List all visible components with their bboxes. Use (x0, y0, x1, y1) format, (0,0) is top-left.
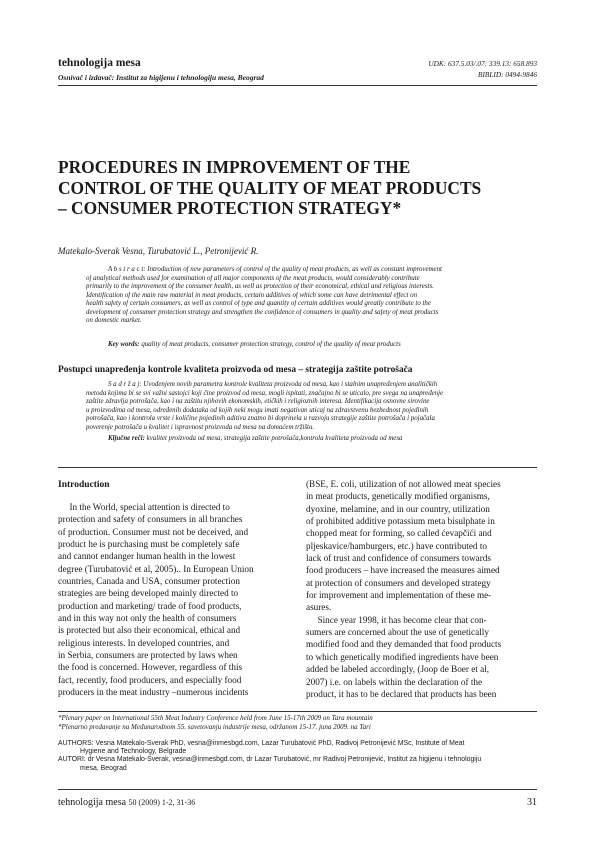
body-line: and in this way not only the health of consumers (58, 613, 237, 624)
body-line: dyoxine, melamine, and in our country, utilization (306, 503, 490, 514)
footnote: *Plenarno predavanje na Međunarodnom 55. savetovanju industrije mesa, održanom 15-17. juna 2009. na Tari (58, 722, 371, 731)
body-line: chopped meat for forming, so called ćevapčići and (306, 528, 492, 539)
body-line: in meat products, genetically modified organisms, (306, 491, 490, 502)
abstract-line: primarily to the improvement of the consumer health, as well as protection of their economical, ethical and religious interests. (86, 283, 434, 290)
body-line: pljeskavice/hamburgers, etc.) have contributed to (306, 540, 487, 551)
body-line: fact, recently, food producers, and especially food (58, 674, 242, 685)
sadrzaj-line: poverenje potrošača u kvalitet i ispravnost proizvoda od mesa na domaćem tržištu. (86, 423, 315, 431)
affiliation-line: AUTHORS: Vesna Matekalo-Sverak PhD, vesna@inmesbgd.com, Lazar Turubatović PhD, Radivoj Petronijević MSc, Institute of Meat (58, 740, 465, 747)
sadrzaj-line: zaštite zdravlja potrošača, kao i na zaštitu njihovih ekonomskih, etičkih i religioznih interesa. Identifikacija osnovne sirovine (86, 398, 430, 405)
body-line: 2007) i.e. on labels within the declaration of the (306, 676, 483, 687)
sadrzaj-line: S a d r ž a j: Uvođenjem novih parametra kontrole kvaliteta proizvoda od mesa, kao i stalnim unapređenjem analitičkih (108, 381, 438, 388)
body-line: producers in the meat industry –numerous incidents (58, 687, 249, 698)
body-line: food producers – have increased the measures aimed (306, 565, 500, 576)
paper-authors: Matekalo-Sverak Vesna, Turubatović L., Petronijević R. (58, 246, 259, 256)
body-line: for improvement and implementation of these me- (306, 590, 492, 601)
body-line: lack of trust and confidence of consumers towards (306, 553, 491, 564)
biblid-code: BIBLID: 0494-9846 (478, 70, 537, 79)
body-line: and cannot endanger human health in the lowest (58, 551, 236, 562)
body-line: the food is concerned. However, regardless of this (58, 662, 243, 673)
sadrzaj-line: u proizvodima od mesa, određenih dodataka od kojih neki mogu imati negativan uticaj na zdravstvenu bezbednost pojedinih (86, 406, 429, 414)
footer-journal: tehnologija mesa (58, 797, 127, 808)
keywords-text: kvalitet proizvoda od mesa, strategija zaštite potrošača,kontrola kvaliteta proizvoda od mesa (146, 435, 403, 442)
body-line: degree (Turubatović et al, 2005).. In European Union (58, 563, 254, 574)
footer-issue: 50 (2009) 1-2, 31-36 (128, 798, 196, 807)
body-line: sumers are concerned about the use of genetically (306, 627, 489, 638)
body-line: Since year 1998, it has become clear that con- (306, 614, 487, 625)
affiliation-line: mesa, Beograd (80, 764, 127, 772)
title-line: PROCEDURES IN IMPROVEMENT OF THE (58, 157, 411, 177)
section-heading-introduction: Introduction (58, 480, 110, 490)
keywords-label: Ključne reči: (108, 435, 145, 442)
footnote: *Plenary paper on International 55th Meat Industry Conference held from June 15-17th 2009 on Tara mountain (58, 714, 373, 722)
title-line: CONTROL OF THE QUALITY OF MEAT PRODUCTS (58, 177, 482, 198)
abstract-line: A b s t r a c t: Introduction of new parameters of control of the quality of meat products, as well as constant improvement (108, 266, 442, 273)
body-divider (58, 467, 537, 468)
body-line: (BSE, E. coli, utilization of not allowed meat species (306, 479, 501, 489)
journal-name: tehnologija mesa (58, 57, 141, 69)
body-column-right (306, 478, 538, 700)
paper-title (58, 157, 548, 219)
body-line: of production. Consumer must not be deceived, and (58, 526, 249, 537)
sadrzaj-line: potrošača, kao i kontrola vrste i količine pojedinih aditiva znatno bi doprinela u razvoju strategije zaštite potrošača i pojačala (86, 415, 435, 422)
affiliation-line: Hygiene and Technology, Belgrade (80, 748, 187, 756)
title-line: – CONSUMER PROTECTION STRATEGY* (58, 198, 402, 218)
abstract-line: of analytical methods used for examination of all major components of the meat products, would considerably contribute (86, 274, 420, 282)
publisher-line: Osnivač i izdavač: Institut za higijenu i tehnologiju mesa, Beograd (58, 73, 264, 82)
abstract-line: health safety of certain consumers, as well as control of type and quantity of certain additives would greatly contribute to the (86, 300, 431, 307)
footer-divider (58, 789, 537, 790)
body-line: asures. (306, 602, 332, 613)
abstract-line: on domestic market. (86, 317, 142, 324)
footnote-divider (58, 711, 537, 712)
abstract-line: development of consumer protection strategy and strengthen the confidence of consumers in quality and safety of meat products (86, 308, 439, 316)
footer-citation (58, 797, 195, 808)
keywords-en (108, 341, 538, 348)
udk-code: UDK: 637.5.03/.07: 339.13: 658.893 (428, 59, 537, 68)
body-line: of prohibited additive potassium meta bisulphate in (306, 516, 495, 527)
body-line: product, it has to be declared that products has been (306, 688, 497, 699)
body-line: is protected but also their economical, ethical and (58, 625, 241, 636)
body-line: religious interests. In developed countries, and (58, 637, 230, 648)
body-column-left (58, 501, 290, 699)
body-line: In the World, special attention is directed to (58, 502, 230, 512)
body-line: to which genetically modified ingredients have been (306, 651, 499, 662)
body-line: modified food and they demanded that food products (306, 639, 502, 650)
author-affiliations (58, 740, 528, 773)
footnotes (58, 714, 373, 732)
body-line: production and marketing/ trade of food products, (58, 600, 242, 611)
abstract-sr (86, 381, 536, 432)
page-number: 31 (527, 797, 537, 808)
body-line: in Serbia, consumers are protected by laws when (58, 650, 238, 661)
abstract-en (86, 266, 536, 326)
body-line: product he is purchasing must be completely safe (58, 539, 240, 550)
body-line: protection and safety of consumers in all branches (58, 514, 243, 525)
body-line: at protection of consumers and developed strategy (306, 577, 491, 588)
body-line: added be labeled accordingly, (Joop de Boer et al, (306, 664, 490, 675)
abstract-line: Identification of the main raw material in meat products, certain additives of which some can have detrimental effect on (86, 291, 418, 299)
keywords-text: quality of meat products, consumer protection strategy, control of the quality of meat products (141, 341, 401, 348)
affiliation-line: AUTORI: dr Vesna Matekalo-Sverak, vesna@inmesbgd.com, dr Lazar Turubatović, mr Radivoj Petronijević, Institut za higijenu i tehnologiju (58, 756, 482, 764)
body-line: strategies are being developed mainly directed to (58, 588, 239, 599)
sadrzaj-line: metoda kojima bi se svi važni sastojci koji čine proizvod od mesa, mogli ispitati, značajno bi se uticalo, pre svega na unapređenje (86, 389, 444, 397)
body-line: countries, Canada and USA, consumer protection (58, 576, 240, 587)
header-divider (58, 85, 537, 86)
keywords-sr (108, 435, 538, 442)
serbian-title: Postupci unapređenja kontrole kvaliteta proizvoda od mesa – strategija zaštite potrošača (58, 365, 413, 375)
keywords-label: Key words: (108, 341, 140, 348)
